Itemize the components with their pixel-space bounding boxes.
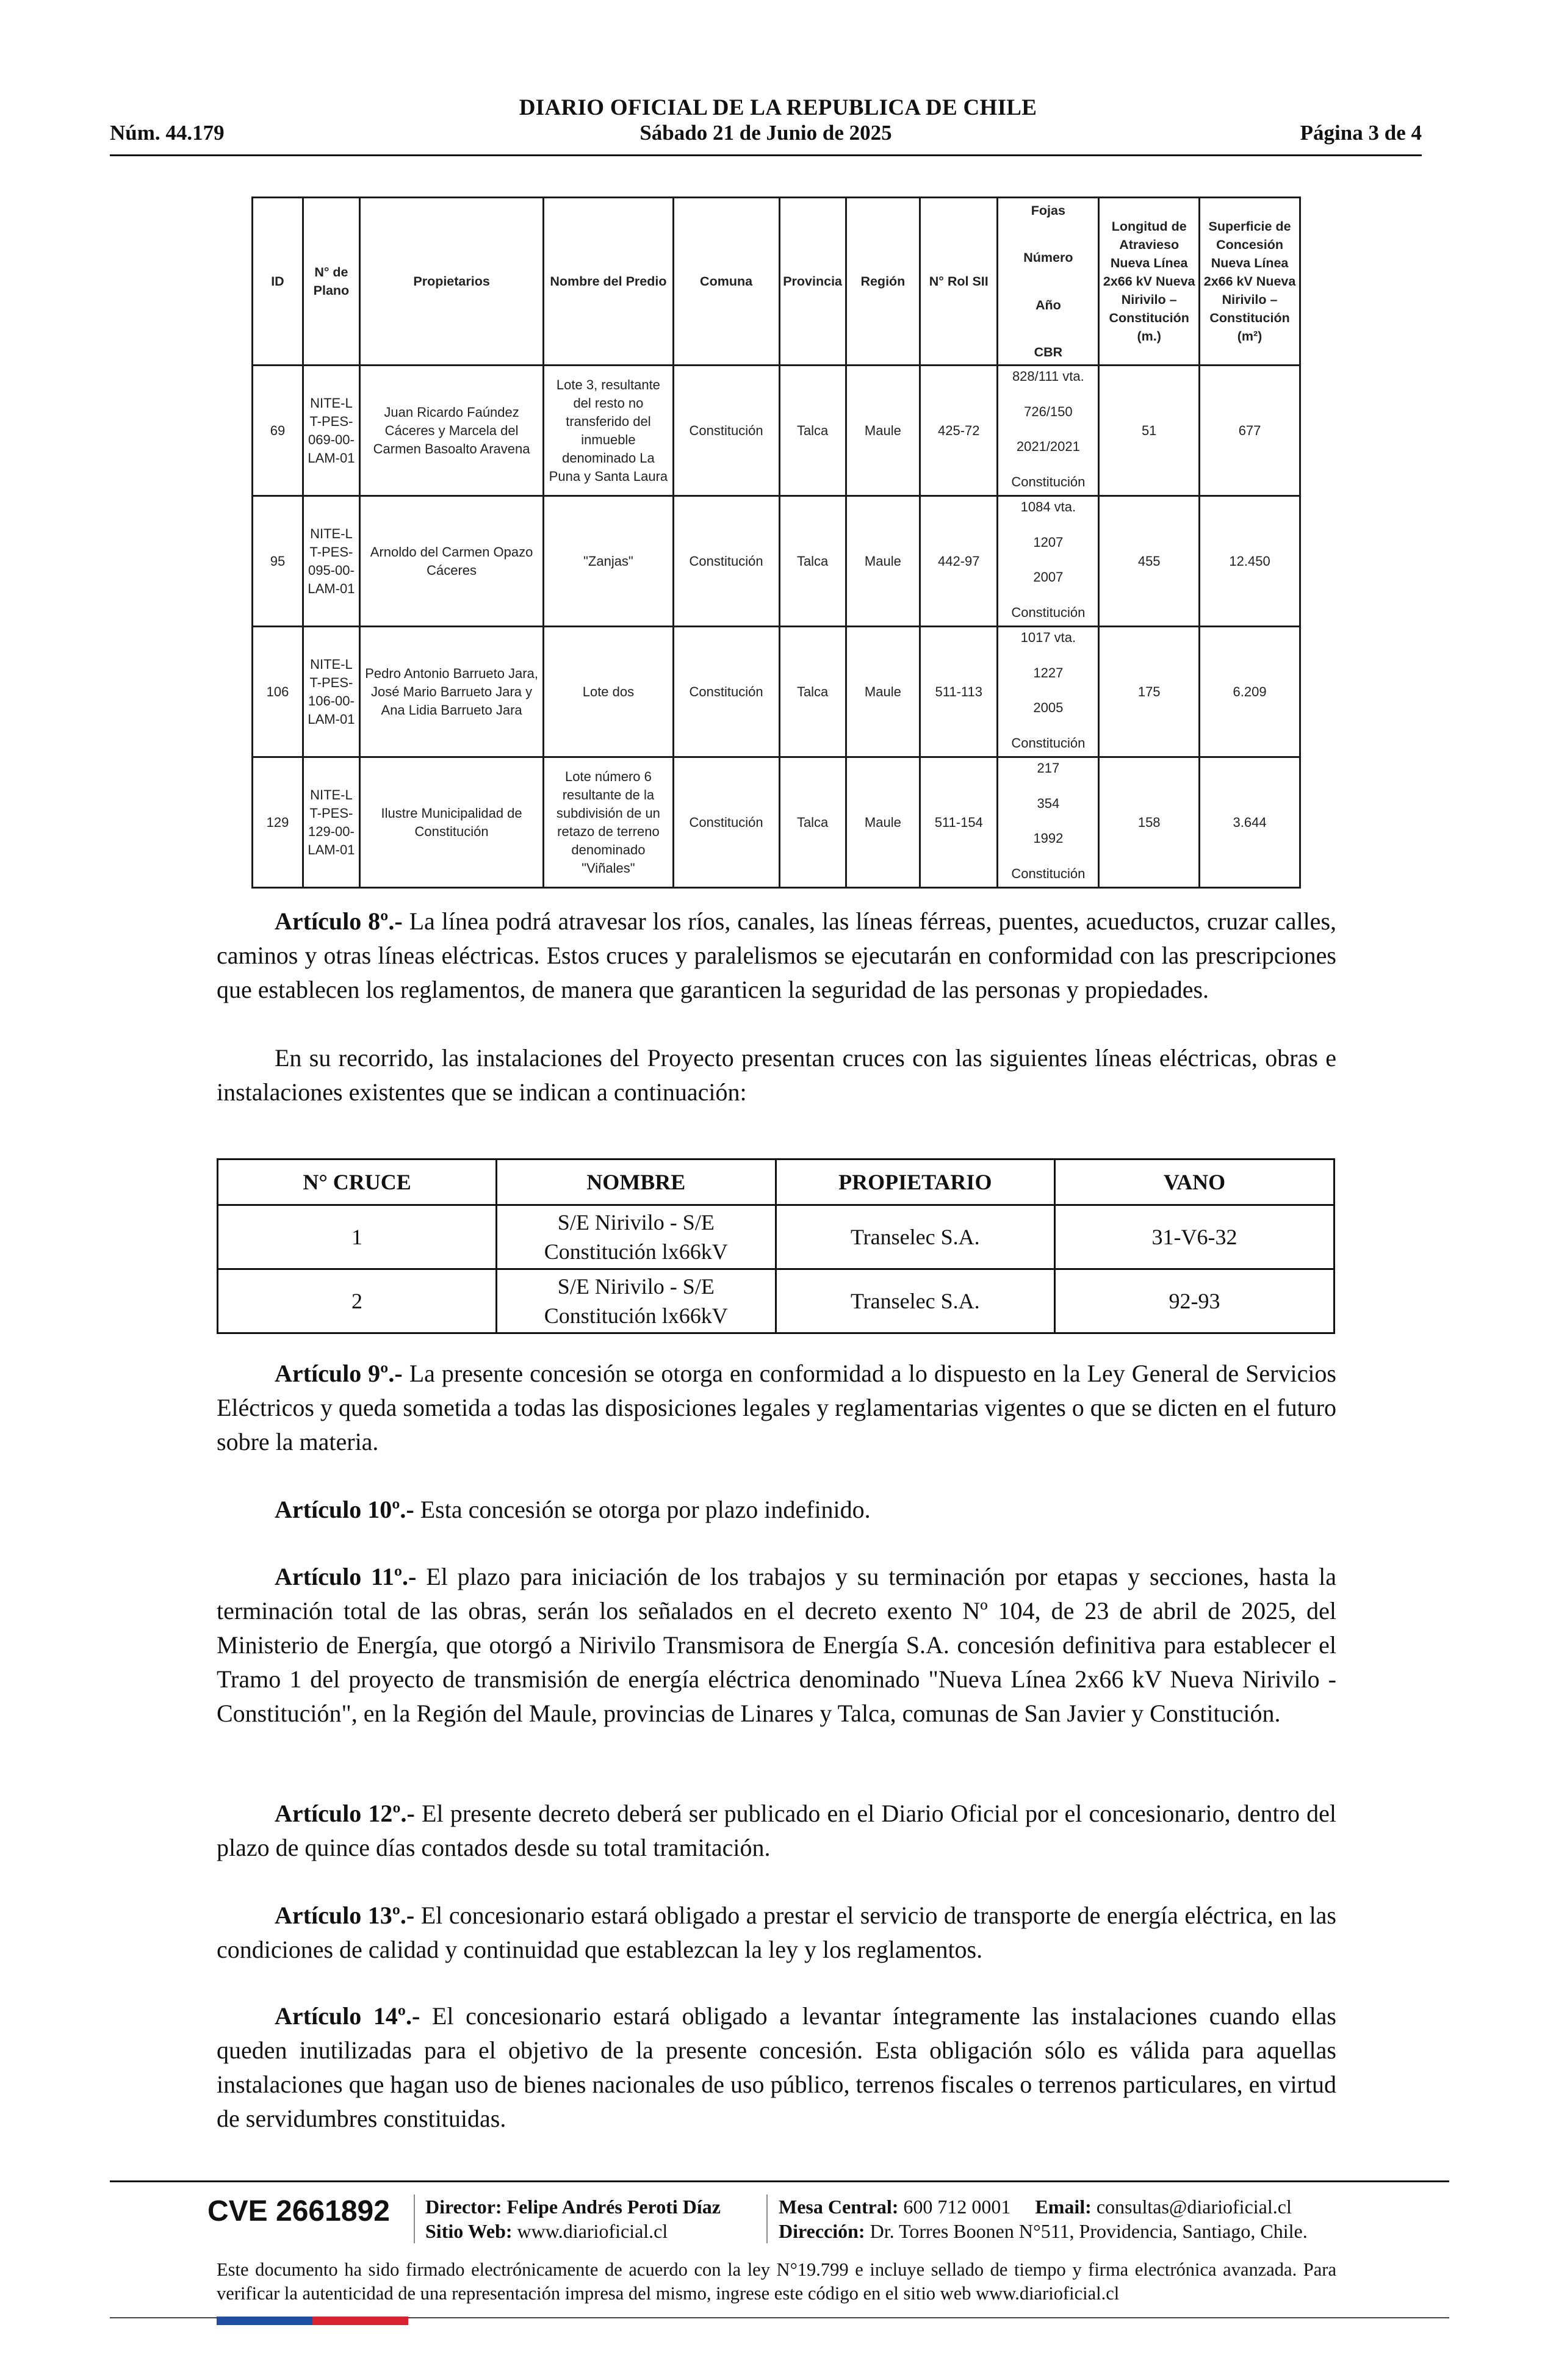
table-row: [253, 496, 1300, 627]
article-12-paragraph: [217, 1797, 1336, 1865]
col-header-predio: Nombre del Predio: [544, 198, 673, 366]
cell-provincia: Talca: [779, 366, 846, 496]
header-divider: [110, 154, 1422, 156]
journal-title: DIARIO OFICIAL DE LA REPUBLICA DE CHILE: [519, 95, 1037, 120]
cell-plano: [303, 496, 359, 627]
col-header-numero: Número: [1023, 250, 1073, 265]
cell-longitud: 158: [1099, 757, 1200, 888]
cell-superficie: 6.209: [1200, 627, 1300, 757]
cell-id: 106: [253, 627, 303, 757]
cell-propietario: Transelec S.A.: [776, 1205, 1054, 1269]
col-header-cbr: CBR: [1034, 344, 1063, 359]
cell-superficie: 12.450: [1200, 496, 1300, 627]
article-8-paragraph: [217, 904, 1336, 1007]
email-link[interactable]: consultas@diarioficial.cl: [1096, 2196, 1292, 2218]
address-label: Dirección:: [779, 2220, 865, 2242]
plano-text: NITE-LT-PES-129-00-LAM-01: [308, 787, 355, 857]
cell-inscripcion: [998, 757, 1099, 888]
cell-id: 129: [253, 757, 303, 888]
cell-nombre: S/E Nirivilo - S/E Constitución lx66kV: [497, 1269, 776, 1333]
cell-id: 95: [253, 496, 303, 627]
cell-provincia: Talca: [779, 627, 846, 757]
article-13-paragraph: [217, 1899, 1336, 1967]
cell-comuna: Constitución: [673, 366, 779, 496]
cell-provincia: Talca: [779, 496, 846, 627]
cell-fojas: 1084 vta.: [1020, 499, 1076, 514]
cell-numero: 1227: [1033, 665, 1064, 680]
cell-propietarios: Juan Ricardo Faúndez Cáceres y Marcela del Carmen Basoalto Aravena: [359, 366, 543, 496]
cell-anio: 2005: [1033, 700, 1064, 716]
article-14-text: El concesionario estará obligado a levantar íntegramente las instalaciones cuando ellas queden inutilizadas para el objetivo de la presente concesión. Esta obligación sólo es válida para aquellas instalaciones que hagan uso de bienes nacionales de uso público, terrenos fiscales o terrenos particulares, en virtud de servidumbres constituidas.: [217, 2002, 1336, 2132]
cell-predio: Lote 3, resultante del resto no transferido del inmueble denominado La Puna y Santa Laura: [544, 366, 673, 496]
cell-fojas: 217: [1037, 760, 1060, 776]
cell-longitud: 51: [1099, 366, 1200, 496]
cell-predio: "Zanjas": [544, 496, 673, 627]
col-header-inscripcion: [998, 198, 1099, 366]
cell-nombre: S/E Nirivilo - S/E Constitución lx66kV: [497, 1205, 776, 1269]
cell-plano: [303, 757, 359, 888]
col-header-n-cruce: N° CRUCE: [218, 1159, 497, 1205]
cell-predio: Lote dos: [544, 627, 673, 757]
mesa-phone: 600 712 0001: [903, 2196, 1011, 2218]
issue-date: Sábado 21 de Junio de 2025: [639, 121, 892, 145]
col-header-vano: VANO: [1054, 1159, 1334, 1205]
col-header-anio: Año: [1035, 297, 1061, 312]
article-11-paragraph: [217, 1560, 1336, 1731]
cell-longitud: 455: [1099, 496, 1200, 627]
cell-rol: 442-97: [920, 496, 998, 627]
cell-inscripcion: [998, 366, 1099, 496]
article-9-paragraph: [217, 1357, 1336, 1459]
cell-anio: 1992: [1033, 831, 1064, 846]
article-14-paragraph: [217, 1999, 1336, 2136]
cell-plano: [303, 366, 359, 496]
cell-propietario: Transelec S.A.: [776, 1269, 1054, 1333]
col-header-longitud: Longitud de Atravieso Nueva Línea 2x66 kV Nueva Nirivilo – Constitución (m.): [1099, 198, 1200, 366]
article-9-text: La presente concesión se otorga en conformidad a lo dispuesto en la Ley General de Servicios Eléctricos y queda sometida a todas las disposiciones legales y reglamentarias vigentes o que se dicten en el futuro sobre la materia.: [217, 1360, 1337, 1455]
plano-text: NITE-LT-PES-069-00-LAM-01: [308, 395, 355, 466]
flag-red-stripe: [312, 2317, 408, 2325]
signature-note: Este documento ha sido firmado electrónicamente de acuerdo con la ley N°19.799 e incluye sellado de tiempo y firma electrónica avanzada. Para verificar la autenticidad de una representación impresa del mismo, ingrese este código en el sitio web www.diarioficial.cl: [217, 2259, 1336, 2304]
cell-propietarios: Ilustre Municipalidad de Constitución: [359, 757, 543, 888]
cell-propietarios: Pedro Antonio Barrueto Jara, José Mario Barrueto Jara y Ana Lidia Barrueto Jara: [359, 627, 543, 757]
footer-separator: [414, 2194, 415, 2243]
cell-comuna: Constitución: [673, 627, 779, 757]
issue-number: Núm. 44.179: [110, 121, 225, 145]
footer-director-block: [425, 2194, 721, 2243]
article-10-paragraph: [217, 1493, 1336, 1527]
article-10-text: Esta concesión se otorga por plazo indefinido.: [420, 1496, 871, 1523]
article-8-label: Artículo 8º.-: [275, 907, 403, 935]
web-label: Sitio Web:: [425, 2220, 513, 2242]
col-header-superficie: Superficie de Concesión Nueva Línea 2x66 kV Nueva Nirivilo – Constitución (m²): [1200, 198, 1300, 366]
article-8-text: La línea podrá atravesar los ríos, canales, las líneas férreas, puentes, acueductos, cruzar calles, caminos y otras líneas eléctricas. Estos cruces y paralelismos se ejecutarán en conformidad con las prescripciones que establecen los reglamentos, de manera que garanticen la seguridad de las personas y propiedades.: [217, 907, 1337, 1003]
article-10-label: Artículo 10º.-: [275, 1496, 414, 1523]
col-header-provincia: Provincia: [779, 198, 846, 366]
article-11-label: Artículo 11º.-: [275, 1563, 417, 1590]
col-header-propietarios: Propietarios: [359, 198, 543, 366]
cve-code: CVE 2661892: [207, 2195, 390, 2227]
cell-rol: 425-72: [920, 366, 998, 496]
plano-text: NITE-LT-PES-095-00-LAM-01: [308, 525, 355, 596]
cell-inscripcion: [998, 627, 1099, 757]
plano-text: NITE-LT-PES-106-00-LAM-01: [308, 656, 355, 727]
footer-divider: [110, 2180, 1449, 2182]
cell-cbr: Constitución: [1011, 604, 1086, 620]
cell-numero: 354: [1037, 795, 1060, 811]
col-header-nombre: NOMBRE: [497, 1159, 776, 1205]
cell-region: Maule: [846, 366, 920, 496]
cell-anio: 2021/2021: [1016, 439, 1080, 455]
cell-id: 69: [253, 366, 303, 496]
article-8-paragraph-2: En su recorrido, las instalaciones del Proyecto presentan cruces con las siguientes líneas eléctricas, obras e instalaciones existentes que se indican a continuación:: [217, 1044, 1336, 1106]
cell-vano: 31-V6-32: [1054, 1205, 1334, 1269]
cell-superficie: 3.644: [1200, 757, 1300, 888]
table-row: [253, 757, 1300, 888]
article-13-label: Artículo 13º.-: [275, 1902, 415, 1929]
cell-fojas: 1017 vta.: [1020, 630, 1076, 645]
cell-comuna: Constitución: [673, 496, 779, 627]
article-12-label: Artículo 12º.-: [275, 1800, 415, 1827]
cell-plano: [303, 627, 359, 757]
cell-vano: 92-93: [1054, 1269, 1334, 1333]
mesa-label: Mesa Central:: [779, 2196, 899, 2218]
address-text: Dr. Torres Boonen N°511, Providencia, Santiago, Chile.: [870, 2220, 1308, 2242]
cell-n-cruce: 1: [218, 1205, 497, 1269]
col-header-comuna: Comuna: [673, 198, 779, 366]
property-table-header: [253, 198, 1300, 366]
cell-region: Maule: [846, 757, 920, 888]
page-number: Página 3 de 4: [1300, 121, 1422, 145]
cell-cbr: Constitución: [1011, 735, 1086, 751]
footer-contact-block: [779, 2194, 1308, 2243]
table-row: [253, 627, 1300, 757]
web-link[interactable]: www.diarioficial.cl: [517, 2220, 668, 2242]
article-12-text: El presente decreto deberá ser publicado en el Diario Oficial por el concesionario, dentro del plazo de quince días contados desde su total tramitación.: [217, 1800, 1336, 1861]
cell-predio: Lote número 6 resultante de la subdivisión de un retazo de terreno denominado "Viñales": [544, 757, 673, 888]
article-13-text: El concesionario estará obligado a prestar el servicio de transporte de energía eléctrica, en las condiciones de calidad y continuidad que establezcan la ley y los reglamentos.: [217, 1902, 1336, 1963]
cell-provincia: Talca: [779, 757, 846, 888]
property-table: [251, 197, 1301, 889]
cell-longitud: 175: [1099, 627, 1200, 757]
cell-numero: 726/150: [1024, 403, 1073, 419]
footer-separator: [766, 2194, 768, 2243]
flag-blue-stripe: [217, 2317, 312, 2325]
cell-rol: 511-154: [920, 757, 998, 888]
col-header-plano: N° de Plano: [303, 198, 359, 366]
table-row: [218, 1269, 1334, 1333]
article-14-label: Artículo 14º.-: [275, 2002, 420, 2030]
crossing-table: [217, 1158, 1335, 1334]
cell-propietarios: Arnoldo del Carmen Opazo Cáceres: [359, 496, 543, 627]
director-label: Director: Felipe Andrés Peroti Díaz: [425, 2196, 721, 2218]
cell-cbr: Constitución: [1011, 865, 1086, 881]
email-label: Email:: [1035, 2196, 1092, 2218]
col-header-rol: N° Rol SII: [920, 198, 998, 366]
table-row: [218, 1205, 1334, 1269]
cell-region: Maule: [846, 496, 920, 627]
col-header-propietario: PROPIETARIO: [776, 1159, 1054, 1205]
cell-n-cruce: 2: [218, 1269, 497, 1333]
crossing-table-header: [218, 1159, 1334, 1205]
cell-cbr: Constitución: [1011, 474, 1086, 489]
cell-rol: 511-113: [920, 627, 998, 757]
article-11-text: El plazo para iniciación de los trabajos y su terminación por etapas y secciones, hasta la terminación total de las obras, serán los señalados en el decreto exento Nº 104, de 23 de abril de 2025, del Ministerio de Energía, que otorgó a Nirivilo Transmisora de Energía S.A. concesión definitiva para establecer el Tramo 1 del proyecto de transmisión de energía eléctrica denominado "Nueva Línea 2x66 kV Nueva Nirivilo - Constitución", en la Región del Maule, provincias de Linares y Talca, comunas de San Javier y Constitución.: [217, 1563, 1336, 1727]
cell-numero: 1207: [1033, 534, 1064, 550]
cell-region: Maule: [846, 627, 920, 757]
col-header-fojas: Fojas: [1031, 203, 1065, 218]
cell-fojas: 828/111 vta.: [1012, 369, 1084, 384]
article-9-label: Artículo 9º.-: [275, 1360, 403, 1387]
cell-comuna: Constitución: [673, 757, 779, 888]
col-header-region: Región: [846, 198, 920, 366]
cell-anio: 2007: [1033, 569, 1064, 585]
col-header-id: ID: [253, 198, 303, 366]
cell-superficie: 677: [1200, 366, 1300, 496]
cell-inscripcion: [998, 496, 1099, 627]
table-row: [253, 366, 1300, 496]
